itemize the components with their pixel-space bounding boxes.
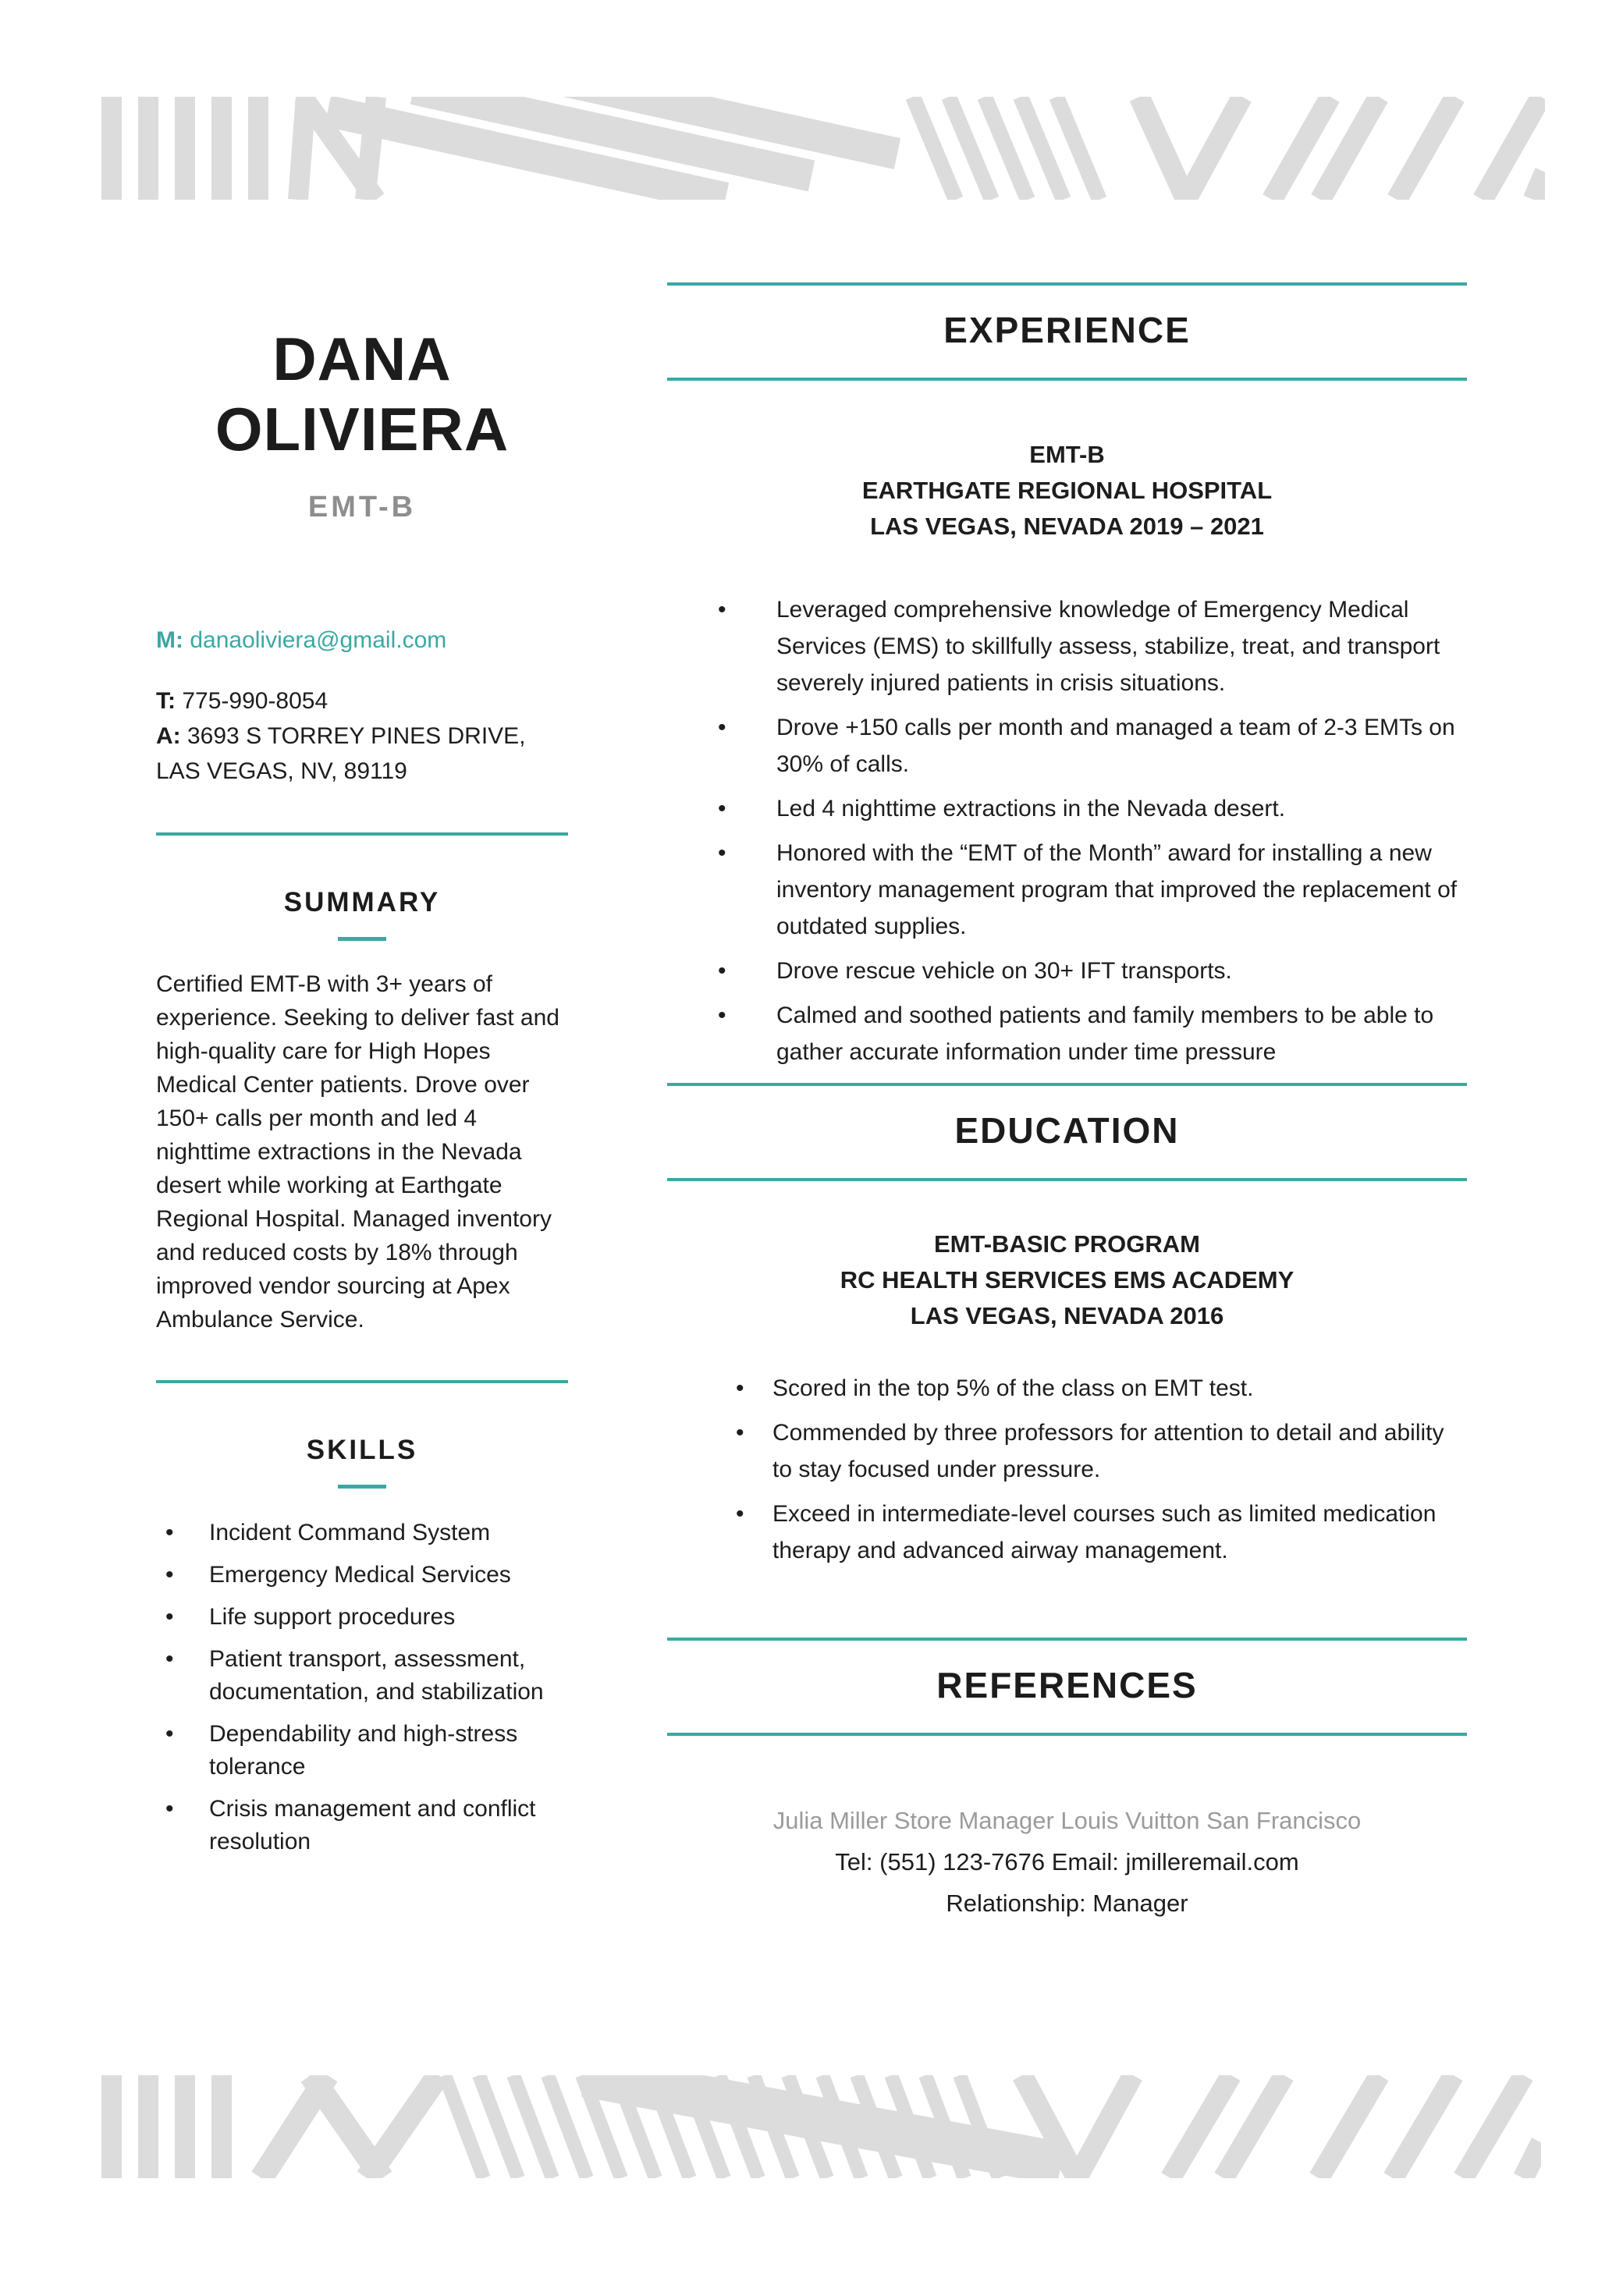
summary-text: Certified EMT-B with 3+ years of experience. Seeking to deliver fast and high-quality care for High Hopes Medical Center patients. Drove over 150+ calls per month and led 4 nighttime extractions in the Nevada desert while working at Earthgate Regional Hospital. Managed inventory and reduced costs by 18% through improved vendor sourcing at Apex Ambulance Service. [156, 971, 559, 1333]
skill-item [156, 1517, 568, 1549]
experience-job-title: EMT-B [1029, 441, 1105, 468]
experience-bullet [667, 790, 1467, 827]
skill-item-text: Dependability and high-stress tolerance [209, 1721, 518, 1780]
skill-item-text: Incident Command System [209, 1520, 491, 1545]
experience-job-header [667, 437, 1467, 545]
reference-contact-line: Tel: (551) 123-7676 Email: jmilleremail.com [835, 1848, 1299, 1875]
experience-bullet-text: Leveraged comprehensive knowledge of Emergency Medical Services (EMS) to skillfully assess, stabilize, treat, and transport severely injured patients in crisis situations. [776, 597, 1440, 696]
summary-heading: SUMMARY [283, 887, 441, 917]
references-section [667, 1638, 1467, 1924]
contact-email-line [156, 623, 568, 658]
skill-item [156, 1601, 568, 1634]
bullet-icon: • [718, 840, 726, 866]
skill-item-text: Emergency Medical Services [209, 1562, 511, 1588]
experience-employer: EARTHGATE REGIONAL HOSPITAL [861, 477, 1273, 504]
experience-bullet-text: Drove +150 calls per month and managed a team of 2-3 EMTs on 30% of calls. [776, 715, 1455, 777]
skills-list [156, 1517, 568, 1858]
section-rule-top [667, 1083, 1467, 1086]
bullet-icon: • [718, 958, 726, 984]
bullet-icon: • [736, 1375, 744, 1401]
experience-bullet [667, 835, 1467, 945]
email-label: M: [156, 627, 183, 653]
education-bullet [667, 1370, 1467, 1407]
experience-bullet-text: Drove rescue vehicle on 30+ IFT transports. [776, 958, 1232, 984]
address-value-2: LAS VEGAS, NV, 89119 [156, 758, 407, 784]
reference-entry [667, 1800, 1467, 1924]
section-rule-bottom [667, 378, 1467, 381]
experience-bullet [667, 709, 1467, 782]
section-rule-bottom [667, 1733, 1467, 1736]
heading-underline [338, 937, 386, 941]
bullet-icon: • [718, 1003, 726, 1028]
bullet-icon: • [165, 1646, 174, 1672]
section-rule-bottom [667, 1178, 1467, 1181]
phone-label: T: [156, 688, 176, 714]
main-column [667, 282, 1467, 1924]
skill-item [156, 1793, 568, 1858]
contact-block [156, 623, 568, 789]
heading-underline [338, 1485, 386, 1489]
bullet-icon: • [165, 1604, 174, 1630]
divider-line [156, 1380, 568, 1383]
skill-item [156, 1718, 568, 1783]
experience-heading: EXPERIENCE [943, 310, 1191, 350]
education-bullet-text: Exceed in intermediate-level courses such as limited medication therapy and advanced airway management. [772, 1501, 1437, 1563]
skills-heading: SKILLS [306, 1435, 418, 1465]
bullet-icon: • [736, 1420, 744, 1446]
address-label: A: [156, 723, 181, 749]
address-value: 3693 S TORREY PINES DRIVE, [187, 723, 526, 749]
education-bullet [667, 1414, 1467, 1488]
skill-item-text: Patient transport, assessment, documentation, and stabilization [209, 1646, 544, 1705]
education-section [667, 1083, 1467, 1569]
stripes-top-graphic [101, 97, 1545, 200]
bullet-icon: • [736, 1501, 744, 1527]
stripes-bottom-graphic [101, 2075, 1541, 2178]
bullet-icon: • [165, 1721, 174, 1747]
education-heading: EDUCATION [954, 1110, 1180, 1151]
education-school: RC HEALTH SERVICES EMS ACADEMY [840, 1266, 1294, 1293]
skill-item-text: Life support procedures [209, 1604, 456, 1630]
education-school-header [667, 1226, 1467, 1334]
candidate-job-title: EMT-B [307, 491, 417, 523]
skill-item-text: Crisis management and conflict resolution [209, 1796, 536, 1854]
bullet-icon: • [165, 1562, 174, 1588]
experience-location-dates: LAS VEGAS, NEVADA 2019 – 2021 [870, 513, 1264, 540]
phone-value: 775-990-8054 [182, 688, 329, 714]
bullet-icon: • [718, 715, 726, 740]
skills-section [156, 1435, 568, 1858]
education-bullet-list [667, 1370, 1467, 1569]
skill-item [156, 1559, 568, 1592]
experience-bullet-text: Calmed and soothed patients and family members to be able to gather accurate information under time pressure [776, 1003, 1434, 1065]
experience-bullet [667, 591, 1467, 701]
summary-section [156, 887, 568, 1336]
decorative-stripes-bottom [101, 2075, 1541, 2178]
reference-relationship-line: Relationship: Manager [946, 1890, 1188, 1917]
bullet-icon: • [718, 597, 726, 623]
reference-name-line: Julia Miller Store Manager Louis Vuitton San Francisco [772, 1807, 1362, 1834]
bullet-icon: • [165, 1520, 174, 1545]
decorative-stripes-top [101, 97, 1545, 200]
experience-bullet-text: Honored with the “EMT of the Month” award for installing a new inventory management program that improved the replacement of outdated supplies. [776, 840, 1458, 939]
candidate-name: DANA OLIVIERA [215, 325, 510, 463]
email-link[interactable]: danaoliviera@gmail.com [190, 627, 447, 653]
experience-bullet-list [667, 591, 1467, 1070]
section-rule-top [667, 1638, 1467, 1641]
divider-line [156, 832, 568, 836]
education-bullet [667, 1496, 1467, 1569]
education-bullet-text: Commended by three professors for attention to detail and ability to stay focused under pressure. [772, 1420, 1444, 1482]
education-location-dates: LAS VEGAS, NEVADA 2016 [910, 1302, 1224, 1329]
bullet-icon: • [165, 1796, 174, 1822]
experience-section [667, 282, 1467, 1070]
education-program: EMT-BASIC PROGRAM [934, 1230, 1200, 1258]
section-rule-top [667, 282, 1467, 286]
contact-address-line2 [156, 754, 568, 789]
experience-bullet-text: Led 4 nighttime extractions in the Nevada desert. [776, 796, 1286, 822]
bullet-icon: • [718, 796, 726, 822]
skill-item [156, 1643, 568, 1709]
experience-bullet [667, 953, 1467, 989]
sidebar-column [156, 324, 568, 1868]
experience-bullet [667, 997, 1467, 1070]
education-bullet-text: Scored in the top 5% of the class on EMT test. [772, 1375, 1254, 1401]
contact-phone-line [156, 683, 568, 719]
references-heading: REFERENCES [936, 1665, 1198, 1705]
contact-address-line1 [156, 719, 568, 754]
